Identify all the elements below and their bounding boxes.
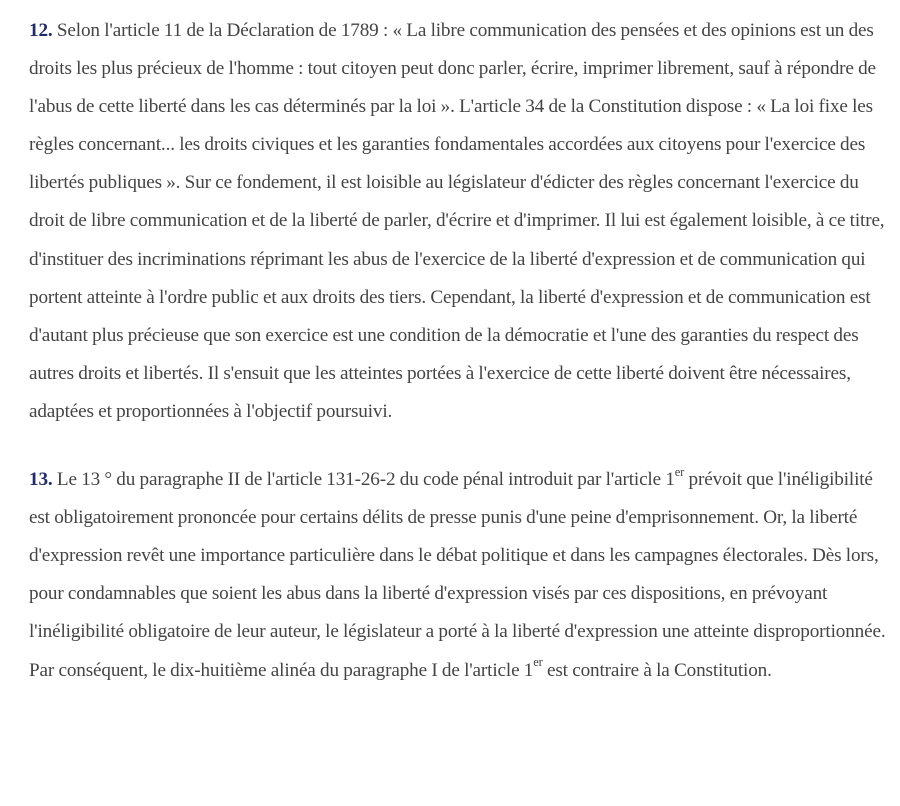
paragraph-text: Selon l'article 11 de la Déclaration de 1789 : « La libre communication des pensées et des opinions est un des droits les plus précieux de l'homme : tout citoyen peut donc parler, écrire, imprimer librement, sauf à répondre de l'abus de cette liberté dans les cas déterminés par la loi ». L'article 34 de la Constitution dispose : « La loi fixe les règles concernant... les droits civiques et les garanties fondamentales accordées aux citoyens pour l'exercice des libertés publiques ». Sur ce fondement, il est loisible au législateur d'édicter des règles concernant l'exercice du droit de libre communication et de la liberté de parler, d'écrire et d'imprimer. Il lui est également loisible, à ce titre, d'instituer des incriminations réprimant les abus de l'exercice de la liberté d'expression et de communication qui portent atteinte à l'ordre public et aux droits des tiers. Cependant, la liberté d'expression et de communication est d'autant plus précieuse que son exercice est une condition de la démocratie et l'une des garanties du respect des autres droits et libertés. Il s'ensuit que les atteintes portées à l'exercice de cette liberté doivent être nécessaires, adaptées et proportionnées à l'objectif poursuivi. [29,20,885,422]
superscript-er: er [533,655,543,670]
paragraph-text: prévoit que l'inéligibilité est obligatoirement prononcée pour certains délits de presse punis d'une peine d'emprisonnement. Or, la liberté d'expression revêt une importance particulière dans le débat politique et dans les campagnes électorales. Dès lors, pour condamnables que soient les abus dans la liberté d'expression visés par ces dispositions, en prévoyant l'inéligibilité obligatoire de leur auteur, le législateur a porté à la liberté d'expression une atteinte disproportionnée. Par conséquent, le dix-huitième alinéa du paragraphe I de l'article 1 [29,469,886,681]
paragraph-number: 12. [29,20,53,41]
paragraph-text: est contraire à la Constitution. [542,659,772,681]
paragraph-text: Le 13 ° du paragraphe II de l'article 131-26-2 du code pénal introduit par l'article 1 [56,469,675,491]
paragraph-12 [29,12,889,431]
paragraph-13 [29,461,889,690]
paragraph-number: 13. [29,469,53,491]
document-body [29,12,889,690]
superscript-er: er [674,464,685,479]
